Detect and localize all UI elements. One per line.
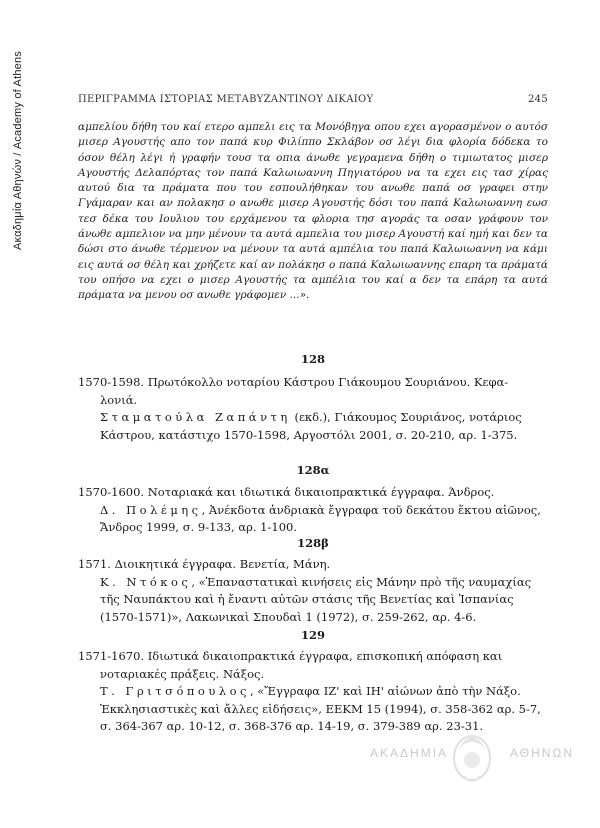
entry-128a <box>78 484 548 537</box>
entry-number: 129 <box>300 628 325 642</box>
running-header <box>78 94 548 105</box>
entry-number: 128 <box>300 352 325 366</box>
running-header-title: ΠΕΡΙΓΡΑΜΜΑ ΙΣΤΟΡΙΑΣ ΜΕΤΑΒΥΖΑΝΤΙΝΟΥ ΔΙΚΑΙΟΥ <box>78 94 374 105</box>
entry-heading: 1571-1670. Ιδιωτικά δικαιοπρακτικά έγγραφα, επισκοπική απόφαση και <box>78 649 503 663</box>
entry-author: Δ. Πολέμης <box>100 502 202 517</box>
entry-author: Σταματούλα Ζαπάντη <box>100 410 291 424</box>
entry-heading-continued: λονιά. <box>100 392 138 407</box>
entry-heading: 1570-1600. Νοταριακά και ιδιωτικά δικαιοπρακτικά έγγραφα. Άνδρος. <box>78 485 495 499</box>
entry-author: Κ. Ντόκος <box>100 574 192 589</box>
entry-128b <box>78 556 548 626</box>
entry-author: Τ. Γριτσόπουλος <box>100 684 250 698</box>
entry-number: 128β <box>297 536 329 550</box>
archive-side-label: Ακαδημία Αθηνών / Academy of Athens <box>12 50 24 250</box>
entry-reference <box>78 574 548 627</box>
watermark-text-right: ΑΘΗΝΩΝ <box>510 746 575 760</box>
entry-reference <box>78 502 548 537</box>
entry-128 <box>78 374 548 444</box>
entry-reference <box>78 409 548 444</box>
watermark-text-left: ΑΚΑΔΗΜΙΑ <box>370 746 449 760</box>
quoted-document-text: αμπελίου δήθη του καί ετερο αμπελι εις τα Μονόβηγα οπου εχει αγορασμένον ο αυτόσ μισερ Αγουστής απο τον παπά κυρ Φιλίππο Σκλάβον οσ λέγι δια φλορία δόδεκα το όσον θέλη λέγι ή γραφήν τουσ τα οπια άνωθε γεγραμενα δήθη ο τιμιωτατος μισερ Αγουστής Δελαπόρτας τον παπά Καλωιωαννη Πηγιατόρου να τα εχει εις τασ χίρας αυτού δια τα πράματα που του εσπουλήθηκαν του ανωθε παπά οσ γραφει στην Γγάμαραν και αν πολακησ ο ανωθε μισερ Αγουστής δόσι του παπά Καλωιωαννη εωσ τεσ δέκα του Ιουλιου του ερχάμενου τα φλορια τησ αγοράς τα οσαν γράφουν τον άνωθε αμπελιον να μην μένουν τα αυτά αμπελια του μισερ Αγουστή καί ημή και δεν τα δώσι στο άνωθε τέρμενον να μένουν τα αυτά αμπέλια του παπά Καλωιωαννη να κάμι εις αυτά οσ θέλη και χρήζετε καί αν πολάκησ ο παπά Καλωιωαννης επαρη τα πράματά του οπήσο να εχει ο μισερ Αγουστής τα αμπέλια του καί α δεν τα επάρη τα αυτά πράματα να μενου οσ ανωθε γράφομεν ...». <box>78 121 548 302</box>
entry-heading: 1570-1598. Πρωτόκολλο νοταρίου Κάστρου Γιάκουμου Σουριάνου. Κεφα- <box>78 375 509 389</box>
page-number: 245 <box>528 94 548 105</box>
entry-citation: , «Ἔγγραφα ΙΖ' καὶ ΙΗ' αἰώνων ἀπὸ τὴν Νάξο. Ἐκκλησιαστικὲς καὶ ἄλλες εἰδήσεις», ΕΕΚΜ 15 (1994), σ. 358-362 αρ. 5-7, σ. 364-367 αρ. 10-12, σ. 368-376 αρ. 14-19, σ. 379-389 αρ. 23-31. <box>100 684 541 733</box>
entry-heading-continued: νοταριακές πράξεις. Νάξος. <box>100 666 265 681</box>
entry-citation: (εκδ.), Γιάκουμος Σουριάνος, νοτάριος Κάστρου, κατάστιχο 1570-1598, Αργοστόλι 2001, σ. 20-210, αρ. 1-375. <box>100 410 522 442</box>
entry-citation: , Ἀνέκδοτα ἀνδριακὰ ἔγγραφα τοῦ δεκάτου ἕκτου αἰῶνος, Ἄνδρος 1999, σ. 9-133, αρ. 1-100. <box>100 502 541 534</box>
entry-heading: 1571. Διοικητικά έγγραφα. Βενετία, Μάνη. <box>78 557 331 571</box>
athena-seal-icon <box>444 720 500 790</box>
entry-citation: , «Ἐπαναστατικαὶ κινήσεις εἰς Μάνην πρὸ τῆς ναυμαχίας τῆς Ναυπάκτου καὶ ἡ ἔναντι αὐτῶν στάσις τῆς Βενετίας καὶ Ἱσπανίας (1570-1571)», Λακωνικαὶ Σπουδαὶ 1 (1972), σ. 259-262, αρ. 4-6. <box>100 574 532 624</box>
entry-number: 128α <box>296 463 330 477</box>
